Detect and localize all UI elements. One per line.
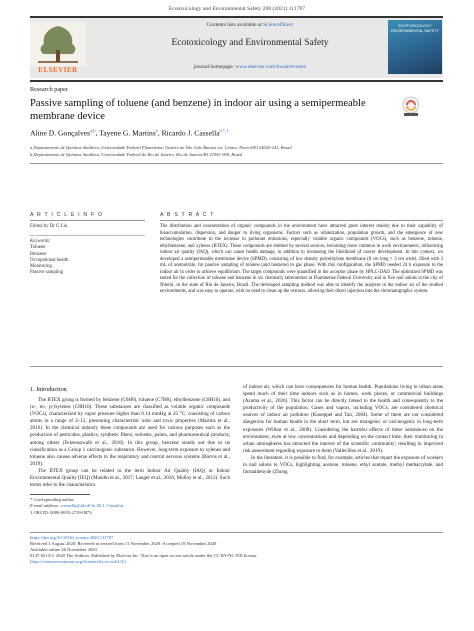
article-type: Research paper: [30, 86, 68, 93]
author-affiliation-marker: a,b: [90, 128, 96, 133]
email-link[interactable]: rcassella@id.uff.br (R.J. Cassella).: [60, 503, 125, 509]
doi-link[interactable]: https://doi.org/10.1016/j.ecoenv.2020.111707: [30, 535, 114, 540]
check-for-updates-icon[interactable]: [400, 95, 422, 117]
keyword: Toluene: [30, 245, 46, 251]
journal-title: Ecotoxicology and Environmental Safety: [171, 38, 329, 48]
keyword: Occupational health: [30, 257, 69, 263]
contents-prefix: Contents lists available at: [206, 22, 264, 28]
available-online: Available online 26 November 2020: [30, 547, 97, 552]
abstract-text: The distribution and concentration of organic compounds in the environment have attracted great interest mainly due to their capability of bioaccumulation, dispersion, and danger to living organisms. Factors such as urbanization, population growth, and the emergence of new technologies contribute to the increase in pollutant emissions, especially volatile organic compounds (VOCs), such as benzene, toluene, ethylbenzene, and xylenes (BTEX). These compounds are emitted by several sources, becoming more common in work environments, influencing indoor air quality (IAQ), which can cause health damage, in addition to increasing the likelihood of cancer development. In this context, we developed a semipermeable membrane device (SPMD), consisting of low density polyethylene membrane (8 cm long × 3 cm wide), filled with 3 mL of acetonitrile, for passive sampling of toluene (and benzene) in gas phase. With this configuration, the SPMD needed 24 h exposure to the indoor air in order to achieve equilibrium. The target compounds were quantified in the acceptor phase by HPLC-DAD. The optimized SPMD was tested for the collection of toluene and benzene in six chemistry laboratories at Fluminense Federal University and in five nail salons in the city of Niterói, in the state of Rio de Janeiro, Brazil. The developed sampling method was able to identify the analytes in the indoor air of the studied environments, and was easy to operate, with no need to clean up the extracts, allowing their direct injection into the chromatographic system.: [160, 224, 443, 294]
email-label: E-mail address:: [30, 503, 61, 509]
section-divider: [30, 220, 145, 221]
section-heading: 1. Introduction: [30, 386, 67, 393]
license-link-line: [30, 559, 127, 564]
body-column-left: [30, 397, 230, 489]
corresponding-author-note: * Corresponding author.: [30, 497, 75, 502]
keywords-heading: Keywords:: [30, 239, 51, 244]
keyword: Passive sampling: [30, 270, 64, 276]
homepage-prefix: journal homepage:: [193, 64, 236, 70]
keyword: Benzene: [30, 251, 47, 257]
body-paragraph: of indoor air, which can have consequences for human health. Populations living in urban areas spend much of their time indoors such as in homes, work places, or commercial buildings (Azuma et al., 2020). This factor can be directly linked to the health and consequently to the productivity of the population. Gases and vapors, including VOCs, are considered chemical sources of indoor air pollution (Knoeppel and Tan, 2004). Some of them are not considered dangerous for human health in the short term, but are mutagenic or carcinogenic in long-term exposures (Wilbur et al., 2008). Considering the harmful effects of these substances on the environment, even at low concentrations and depending on the contact time, their monitoring in urban atmospheres has attracted the interest of the scientific community; resulting in improved risk assessment regarding exposure to them (Vallecillos et al., 2019).: [243, 384, 443, 454]
homepage-link[interactable]: www.elsevier.com/locate/ecoenv: [235, 64, 307, 70]
author-name[interactable]: Tayene G. Martins: [99, 128, 156, 138]
edited-by: Edited by Dr G Liu: [30, 224, 68, 229]
section-divider: [160, 220, 443, 221]
footer-divider: [30, 532, 443, 533]
footnotes: [30, 497, 330, 516]
section-divider: [30, 163, 443, 164]
footnote-divider: [30, 494, 90, 495]
keyword: Monitoring: [30, 264, 52, 270]
author-list: Aline D. Gonçalves$^{a,b}$, Tayene G. Martins$^a$, Ricardo J. Cassella$^{a,*,1}$: [30, 128, 229, 138]
article-title: Passive sampling of toluene (and benzene) in indoor air using a semipermeable membrane device: [30, 98, 366, 122]
author-name[interactable]: Aline D. Gonçalves: [30, 128, 91, 138]
license-link[interactable]: (http://creativecommons.org/licenses/by-nc-nd/4.0/).: [30, 559, 127, 564]
body-paragraph: In the literature, it is possible to find, for example, articles that report the exposure of workers in nail salons to VOCs, highlighting acetone, toluene, ethyl acetate, methyl methacrylate, and formaldehyde (Zhong: [243, 454, 443, 476]
affiliation: b Departamento de Química Analítica, Universidade Federal do Rio de Janeiro, Rio de Janeiro/RJ 21941-909, Brazil: [30, 152, 243, 157]
journal-cover-text: ECOTOXICOLOGY ENVIRONMENTAL SAFETY: [390, 24, 440, 33]
orcid-note: 1 ORCID: 0000-0003-2739-0873.: [30, 509, 93, 515]
elsevier-tree-logo: [30, 22, 86, 66]
journal-citation: Ecotoxicology and Environmental Safety 208 (2021) 111707: [168, 6, 306, 12]
keywords-block: [30, 239, 145, 277]
body-column-right: [243, 384, 443, 476]
body-paragraph: The BTEX group can be related to the term Indoor Air Quality (IAQ) or Indoor Environmental Quality (IEQ) (Mandin et al., 2017; Langer et al., 2016; Molloy et al., 2012). Such terms refer to the characteristics: [30, 467, 230, 489]
section-divider: [30, 366, 443, 367]
contents-availability: [100, 22, 400, 28]
sciencedirect-link[interactable]: ScienceDirect: [263, 22, 294, 28]
author-name[interactable]: Ricardo J. Cassella: [161, 128, 220, 138]
author-affiliation-marker: a: [155, 128, 158, 133]
section-divider: [30, 235, 145, 236]
author-affiliation-marker: a,*,1: [219, 128, 229, 133]
license-statement: 0147-6513/© 2020 The Authors. Published by Elsevier Inc. This is an open access article under the CC BY-NC-ND license: [30, 553, 257, 558]
body-paragraph: The BTEX group is formed by benzene (C6H6), toluene (C7H8), ethylbenzene (C8H10), and (o-, m-, p-)xylenes (C8H10). These substances are classified as volatile organic compounds (VOCs), characterized by vapor pressure higher than 0.14 mmHg at 25 °C, consisting of carbon atoms in a range of 2–12, presenting characteristic odor and toxic properties (Martins et al., 2016). In the chemical industry these compounds are used for various purposes such as the production of pesticides, plastics, synthetic fibers, solvents, paints, and pharmaceutical products, among others (Felzenszwalb et al., 2018). In this group, benzene stands out due to its classification as a Group 1 carcinogenic substance. However, long-term exposure to xylenes and toluene also causes adverse effects to the respiratory and central nervous systems (Barros et al., 2019).: [30, 397, 230, 467]
article-info-label: A R T I C L E I N F O: [30, 212, 104, 218]
received-line: Received 3 August 2020; Received in revised form 11 November 2020; Accepted 19 November 2020: [30, 541, 217, 546]
header-divider: [30, 80, 443, 82]
journal-homepage: [100, 64, 400, 70]
abstract-label: A B S T R A C T: [160, 212, 215, 218]
publisher-logo-text: ELSEVIER: [38, 66, 78, 74]
affiliation: a Departamento de Química Analítica, Universidade Federal Fluminense, Outeiro de São João Batista s/n, Centro, Niterói/RJ 24020-141, Brazil: [30, 145, 292, 150]
